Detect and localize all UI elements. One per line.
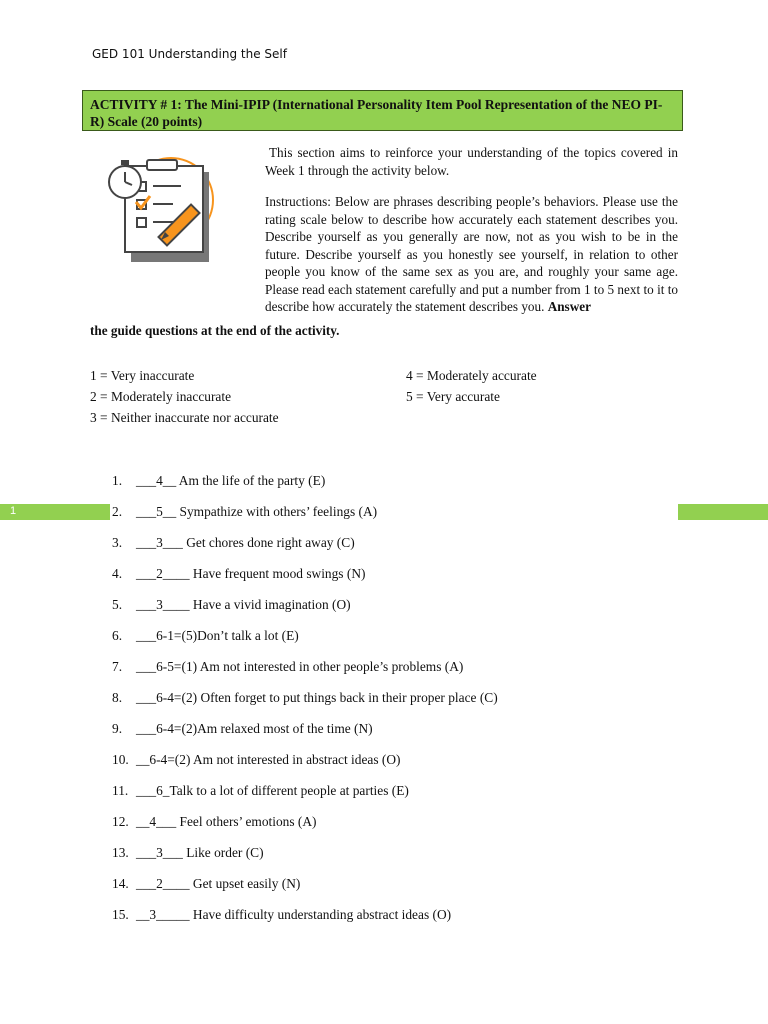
item-text: ___2____ Get upset easily (N): [136, 876, 301, 891]
item-text: __6-4=(2) Am not interested in abstract ideas (O): [136, 752, 401, 767]
item-text: ___3___ Like order (C): [136, 845, 264, 860]
item-text: ___6-1=(5)Don’t talk a lot (E): [136, 628, 299, 643]
checklist-clipboard-illustration: [103, 152, 221, 266]
item-text: ___3___ Get chores done right away (C): [136, 535, 355, 550]
list-item: 4. ___2____ Have frequent mood swings (N): [112, 566, 366, 581]
scale-option-5: 5 = Very accurate: [406, 389, 500, 404]
list-item: 10. __6-4=(2) Am not interested in abstract ideas (O): [112, 752, 401, 767]
page-marker-bar-right: [678, 504, 768, 520]
item-text: ___6-4=(2)Am relaxed most of the time (N): [136, 721, 373, 736]
intro-text: [265, 144, 678, 316]
scale-option-3: 3 = Neither inaccurate nor accurate: [90, 410, 279, 425]
list-item: 2. ___5__ Sympathize with others’ feelings (A): [112, 504, 378, 519]
item-text: ___3____ Have a vivid imagination (O): [136, 597, 351, 612]
item-text: ___2____ Have frequent mood swings (N): [136, 566, 366, 581]
document-header: GED 101 Understanding the Self: [92, 47, 287, 61]
item-text: ___6-5=(1) Am not interested in other people’s problems (A): [136, 659, 464, 674]
list-item: 3. ___3___ Get chores done right away (C): [112, 535, 355, 550]
instructions-paragraph: [265, 193, 678, 316]
instructions-bold-text: Answer: [547, 299, 591, 314]
scale-option-1: 1 = Very inaccurate: [90, 368, 195, 383]
list-item: 14. ___2____ Get upset easily (N): [112, 876, 301, 891]
item-text: __3_____ Have difficulty understanding abstract ideas (O): [136, 907, 452, 922]
instructions-text: Instructions: Below are phrases describing people’s behaviors. Please use the rating scale below to describe how accurately each statement describes you. Describe yourself as you generally are now, not as you wish to be in the future. Describe yourself as you honestly see yourself, in relation to other people you know of the same sex as you are, and roughly your same age. Please read each statement carefully and put a number from 1 to 5 next to it to describe how accurately the statement describes you.: [265, 194, 678, 314]
list-item: 8. ___6-4=(2) Often forget to put things back in their proper place (C): [112, 690, 498, 705]
page-number: 1: [10, 505, 17, 517]
list-item: 12. __4___ Feel others’ emotions (A): [112, 814, 317, 829]
list-item: 7. ___6-5=(1) Am not interested in other people’s problems (A): [112, 659, 464, 674]
list-item: 6. ___6-1=(5)Don’t talk a lot (E): [112, 628, 299, 643]
list-item: 13. ___3___ Like order (C): [112, 845, 264, 860]
list-item: 9. ___6-4=(2)Am relaxed most of the time (N): [112, 721, 373, 736]
item-text: ___5__ Sympathize with others’ feelings (A): [136, 504, 378, 519]
page-marker-bar-left: [0, 504, 110, 520]
scale-option-4: 4 = Moderately accurate: [406, 368, 537, 383]
item-text: ___4__ Am the life of the party (E): [136, 473, 326, 488]
item-text: ___6_Talk to a lot of different people at parties (E): [136, 783, 409, 798]
item-text: __4___ Feel others’ emotions (A): [136, 814, 317, 829]
list-item: 1. ___4__ Am the life of the party (E): [112, 473, 326, 488]
intro-paragraph: This section aims to reinforce your understanding of the topics covered in Week 1 through the activity below.: [265, 145, 678, 178]
item-text: ___6-4=(2) Often forget to put things back in their proper place (C): [136, 690, 498, 705]
scale-option-2: 2 = Moderately inaccurate: [90, 389, 232, 404]
list-item: 11. ___6_Talk to a lot of different people at parties (E): [112, 783, 409, 798]
instructions-bold-continuation: the guide questions at the end of the activity.: [90, 323, 340, 338]
activity-title-banner: ACTIVITY # 1: The Mini-IPIP (International Personality Item Pool Representation of the NEO PI-R) Scale (20 points): [82, 90, 683, 131]
list-item: 5. ___3____ Have a vivid imagination (O): [112, 597, 351, 612]
list-item: 15. __3_____ Have difficulty understanding abstract ideas (O): [112, 907, 452, 922]
